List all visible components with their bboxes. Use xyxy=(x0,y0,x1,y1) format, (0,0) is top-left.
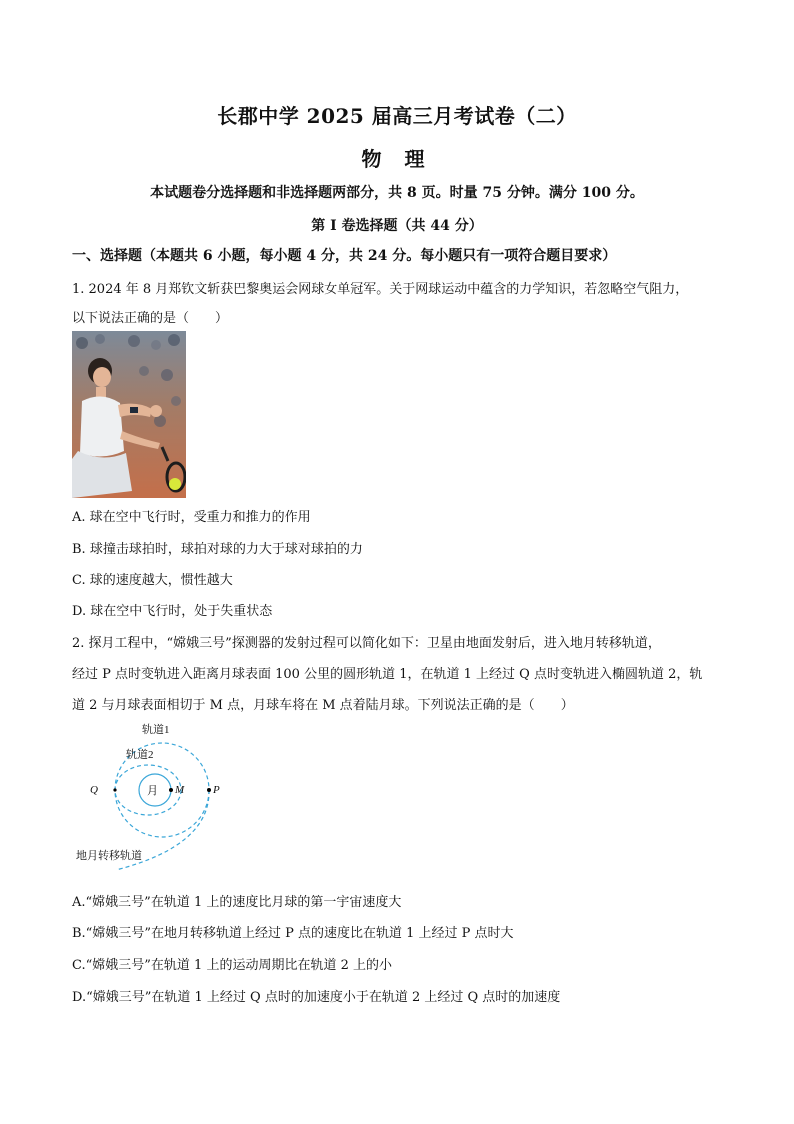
point-p-dot xyxy=(207,788,211,792)
point-m-label: M xyxy=(175,784,185,796)
q2-option-d: D.“嫦娥三号”在轨道 1 上经过 Q 点时的加速度小于在轨道 2 上经过 Q 点时的加速度 xyxy=(72,990,561,1005)
q1-option-d: D. 球在空中飞行时，处于失重状态 xyxy=(72,604,273,619)
q1-option-b: B. 球撞击球拍时，球拍对球的力大于球对球拍的力 xyxy=(72,542,363,557)
point-p-label: P xyxy=(213,784,220,796)
volume-heading: 第 I 卷选择题（共 44 分） xyxy=(311,218,483,234)
point-q-dot xyxy=(113,788,116,791)
section-heading: 一、选择题（本题共 6 小题，每小题 4 分，共 24 分。每小题只有一项符合题目要求） xyxy=(72,248,617,264)
q1-option-c: C. 球的速度越大，惯性越大 xyxy=(72,573,233,588)
q2-option-a: A.“嫦娥三号”在轨道 1 上的速度比月球的第一宇宙速度大 xyxy=(72,895,402,910)
tennis-player-photo xyxy=(72,331,186,498)
q1-stem-line2: 以下说法正确的是（ ） xyxy=(72,311,229,326)
q2-stem-line2: 经过 P 点时变轨进入距离月球表面 100 公里的圆形轨道 1，在轨道 1 上经过 Q 点时变轨进入椭圆轨道 2，轨 xyxy=(72,667,703,682)
q2-stem-line3: 道 2 与月球表面相切于 M 点，月球车将在 M 点着陆月球。下列说法正确的是（ ） xyxy=(72,698,574,713)
exam-info: 本试题卷分选择题和非选择题两部分，共 8 页。时量 75 分钟。满分 100 分。 xyxy=(150,185,644,201)
transfer-orbit-label: 地月转移轨道 xyxy=(76,850,142,862)
moon-label: 月 xyxy=(147,785,158,797)
point-m-dot xyxy=(169,788,173,792)
orbit-1-label: 轨道1 xyxy=(142,724,170,736)
point-q-label: Q xyxy=(90,784,98,796)
orbit-2-label: 轨道2 xyxy=(126,749,154,761)
exam-title: 长郡中学 2025 届高三月考试卷（二） xyxy=(217,104,577,128)
orbit-diagram xyxy=(72,715,242,880)
q2-stem-line1: 2. 探月工程中，“嫦娥三号”探测器的发射过程可以简化如下：卫星由地面发射后，进入地月转移轨道， xyxy=(72,636,661,651)
subject-title: 物 理 xyxy=(361,147,433,171)
q2-option-b: B.“嫦娥三号”在地月转移轨道上经过 P 点的速度比在轨道 1 上经过 P 点时大 xyxy=(72,926,514,941)
q1-option-a: A. 球在空中飞行时，受重力和推力的作用 xyxy=(72,510,311,525)
q1-stem-line1: 1. 2024 年 8 月郑钦文斩获巴黎奥运会网球女单冠军。关于网球运动中蕴含的力学知识，若忽略空气阻力， xyxy=(72,282,689,297)
q2-option-c: C.“嫦娥三号”在轨道 1 上的运动周期比在轨道 2 上的小 xyxy=(72,958,392,973)
